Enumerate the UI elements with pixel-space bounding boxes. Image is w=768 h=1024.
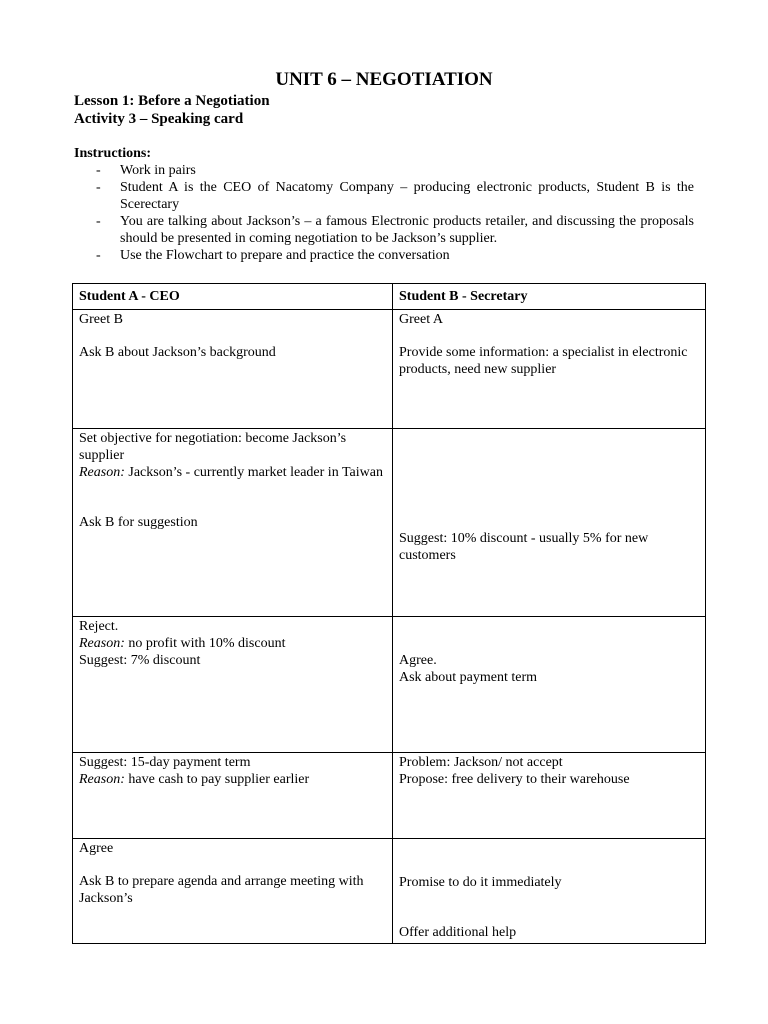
student-b-cell [393, 839, 706, 944]
student-a-cell [73, 617, 393, 753]
instruction-text: You are talking about Jackson’s – a famous Electronic products retailer, and discussing the proposals should be presented in coming negotiation to be Jackson’s supplier. [120, 214, 694, 246]
bullet-dash: - [96, 180, 101, 195]
cell-line: Suggest: 10% discount - usually 5% for new customers [399, 531, 649, 563]
student-b-cell [393, 310, 706, 429]
table-header-row [73, 284, 706, 310]
instruction-text: Use the Flowchart to prepare and practice the conversation [120, 248, 450, 263]
cell-line: Ask B for suggestion [79, 515, 198, 530]
cell-line: Offer additional help [399, 925, 517, 940]
cell-line: Provide some information: a specialist in electronic products, need new supplier [399, 345, 688, 377]
cell-line: Suggest: 7% discount [79, 653, 201, 668]
instructions-label: Instructions: [74, 146, 152, 161]
cell-line: Agree [79, 841, 114, 856]
cell-line: Set objective for negotiation: become Jackson’s supplier [79, 431, 347, 463]
column-header-student-b: Student B - Secretary [393, 284, 706, 310]
table-row [73, 617, 706, 753]
student-a-cell [73, 753, 393, 839]
cell-line: Greet B [79, 312, 123, 327]
bullet-dash: - [96, 163, 101, 178]
speaking-card-table [72, 283, 706, 944]
bullet-dash: - [96, 248, 101, 263]
cell-line: Suggest: 15-day payment term [79, 755, 251, 770]
instruction-item [74, 179, 694, 213]
student-a-cell [73, 839, 393, 944]
table-row [73, 429, 706, 617]
table-row [73, 753, 706, 839]
reason-text: have cash to pay supplier earlier [124, 772, 310, 787]
instructions-list [74, 162, 694, 264]
reason-text: no profit with 10% discount [124, 636, 286, 651]
cell-line: Ask about payment term [399, 670, 538, 685]
cell-line: Propose: free delivery to their warehouse [399, 772, 630, 787]
cell-line: Reject. [79, 619, 119, 634]
student-b-cell [393, 617, 706, 753]
activity-heading: Activity 3 – Speaking card [74, 111, 244, 127]
cell-line: Greet A [399, 312, 443, 327]
instruction-item [74, 247, 694, 264]
cell-line: Ask B to prepare agenda and arrange meeting with Jackson’s [79, 874, 364, 906]
instruction-item [74, 162, 694, 179]
student-b-cell [393, 429, 706, 617]
cell-line: Problem: Jackson/ not accept [399, 755, 563, 770]
student-a-cell [73, 429, 393, 617]
cell-line: Agree. [399, 653, 437, 668]
cell-line [79, 771, 386, 788]
reason-text: Jackson’s - currently market leader in Taiwan [124, 465, 383, 480]
reason-label: Reason: [79, 636, 125, 651]
table-row [73, 310, 706, 429]
instruction-text: Student A is the CEO of Nacatomy Company – producing electronic products, Student B is the Scerectary [120, 180, 694, 212]
cell-line: Ask B about Jackson’s background [79, 345, 276, 360]
lesson-heading: Lesson 1: Before a Negotiation [74, 93, 270, 109]
cell-line [79, 464, 386, 481]
instruction-item [74, 213, 694, 247]
table-row [73, 839, 706, 944]
student-b-cell [393, 753, 706, 839]
student-a-cell [73, 310, 393, 429]
reason-label: Reason: [79, 465, 125, 480]
cell-line: Promise to do it immediately [399, 875, 562, 890]
bullet-dash: - [96, 214, 101, 229]
instruction-text: Work in pairs [120, 163, 196, 178]
cell-line [79, 635, 386, 652]
unit-title: UNIT 6 – NEGOTIATION [275, 69, 493, 90]
column-header-student-a: Student A - CEO [73, 284, 393, 310]
reason-label: Reason: [79, 772, 125, 787]
